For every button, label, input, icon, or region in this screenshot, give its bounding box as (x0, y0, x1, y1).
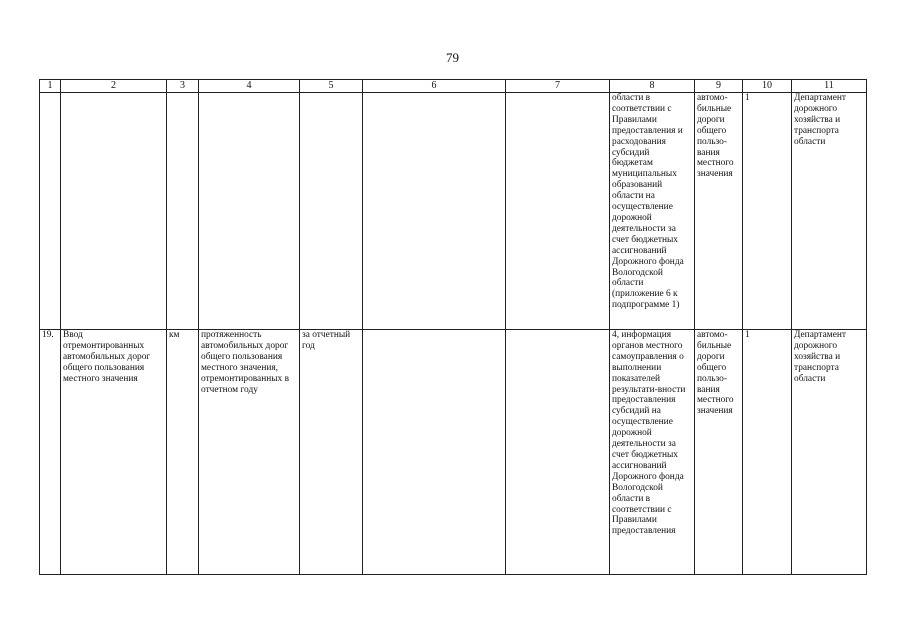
column-header: 4 (199, 80, 300, 93)
cell-scope: автомо-бильные дороги общего пользо-вания местного значения (695, 93, 743, 330)
column-header: 8 (610, 80, 695, 93)
column-header: 5 (300, 80, 363, 93)
cell-formula (363, 93, 506, 330)
column-header: 9 (695, 80, 743, 93)
column-header: 7 (506, 80, 610, 93)
cell-responsible: Департамент дорожного хозяйства и транспорта области (792, 93, 867, 330)
cell-definition (199, 93, 300, 330)
column-header: 6 (363, 80, 506, 93)
cell-code: 1 (743, 330, 792, 575)
cell-unit (167, 93, 199, 330)
cell-code: 1 (743, 93, 792, 330)
cell-description (506, 330, 610, 575)
cell-period (300, 93, 363, 330)
cell-data-source: области в соответствии с Правилами предоставления и расходования субсидий бюджетам муниципальных образований области на осуществление дорожной деятельности за счет бюджетных ассигнований Дорожного фонда Вологодской области (приложение 6 к подпрограмме 1) (610, 93, 695, 330)
cell-period: за отчетный год (300, 330, 363, 575)
table-row (40, 330, 867, 575)
cell-indicator-name (61, 93, 167, 330)
column-header: 2 (61, 80, 167, 93)
column-header: 1 (40, 80, 61, 93)
cell-indicator-name: Ввод отремонтированных автомобильных дорог общего пользования местного значения (61, 330, 167, 575)
cell-data-source: 4, информация органов местного самоуправления о выполнении показателей результати-вности предоставления субсидий на осуществление дорожной деятельности за счет бюджетных ассигнований Дорожного фонда Вологодской области в соответствии с Правилами предоставления (610, 330, 695, 575)
column-header: 11 (792, 80, 867, 93)
indicator-table (39, 79, 867, 575)
cell-scope: автомо-бильные дороги общего пользо-вания местного значения (695, 330, 743, 575)
cell-unit: км (167, 330, 199, 575)
cell-definition: протяженность автомобильных дорог общего пользования местного значения, отремонтированных в отчетном году (199, 330, 300, 575)
table-header-row (40, 80, 867, 93)
page-number: 79 (446, 50, 459, 65)
cell-description (506, 93, 610, 330)
cell-responsible: Департамент дорожного хозяйства и транспорта области (792, 330, 867, 575)
table-row (40, 93, 867, 330)
cell-number (40, 93, 61, 330)
cell-formula (363, 330, 506, 575)
column-header: 10 (743, 80, 792, 93)
cell-number: 19. (40, 330, 61, 575)
column-header: 3 (167, 80, 199, 93)
